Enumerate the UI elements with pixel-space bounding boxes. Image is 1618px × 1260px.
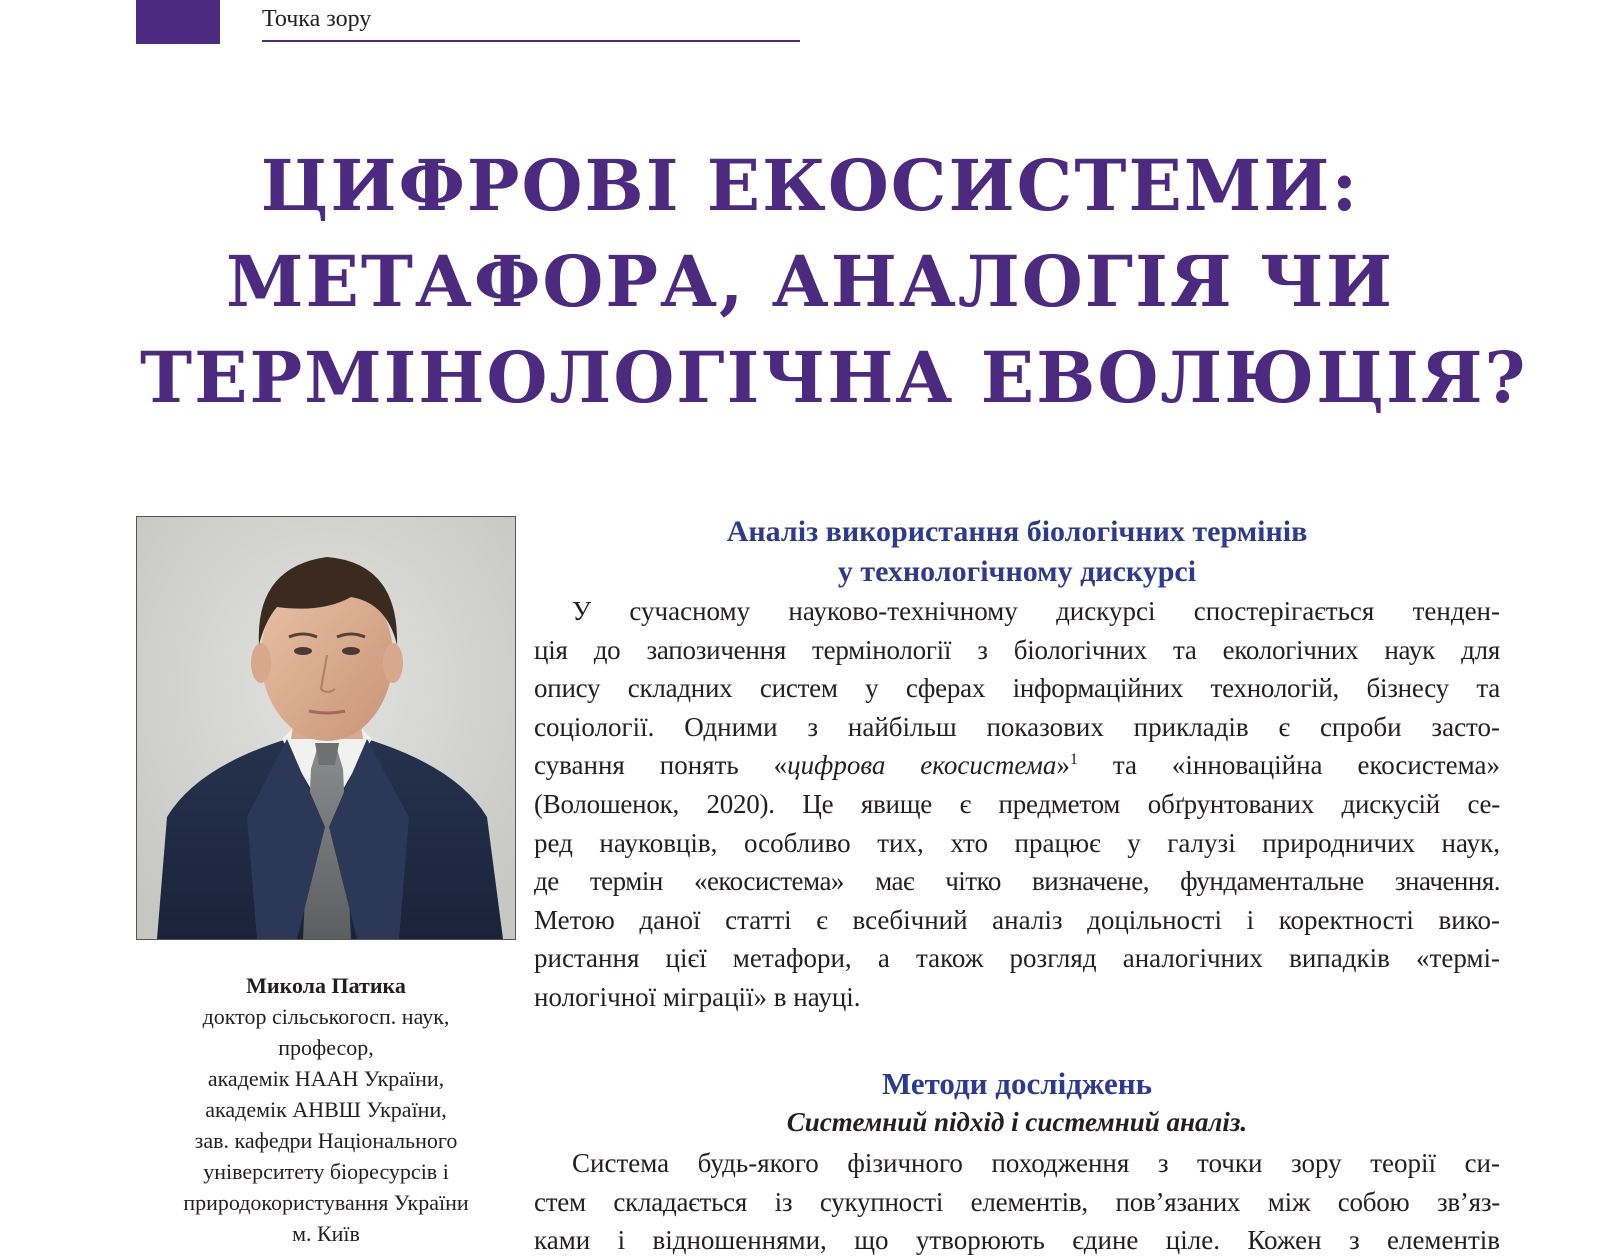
paragraph-line: (Волошенок, 2020). Це явище є предметом обґрунтованих дискусій се- [534, 788, 1500, 819]
section-heading [534, 512, 1500, 592]
methods-subheading: Системний підхід і системний аналіз. [786, 1107, 1248, 1137]
paragraph-line: Метою даної статті є всебічний аналіз доцільності і коректності вико- [534, 904, 1500, 935]
title-line: МЕТАФОРА, АНАЛОГІЯ ЧИ [226, 240, 1394, 323]
footnote-ref[interactable]: 1 [1069, 751, 1078, 769]
paragraph-line: соціології. Одними з найбільш показових прикладів є спроби засто- [534, 711, 1500, 742]
italic-term: цифрова екосистема [787, 750, 1057, 781]
author-detail: доктор сільськогосп. наук, [202, 1004, 450, 1029]
article-column [534, 512, 1500, 1017]
title-line: ТЕРМІНОЛОГІЧНА ЕВОЛЮЦІЯ? [140, 336, 1528, 419]
text-run: » [1056, 750, 1070, 781]
portrait-photo-icon [137, 517, 515, 939]
section-color-block [136, 0, 220, 44]
author-detail: академік НААН України, [207, 1066, 445, 1091]
paragraph-line: У сучасному науково-технічному дискурсі спостерігається тенден- [572, 596, 1500, 626]
title-line: ЦИФРОВІ ЕКОСИСТЕМИ: [260, 144, 1360, 227]
author-detail: природокористування України [183, 1190, 469, 1215]
section-heading-line: у технологічному дискурсі [837, 555, 1197, 588]
methods-column [534, 1144, 1500, 1260]
paragraph-line: ристання цієї метафори, а також розгляд аналогічних випадків «термі- [534, 943, 1500, 974]
paragraph-line [534, 746, 1500, 785]
paragraph-line: де термін «екосистема» має чітко визначене, фундаментальне значення. [534, 866, 1500, 897]
paragraph-line: стем складається із сукупності елементів, пов’язаних між собою зв’яз- [534, 1186, 1500, 1217]
paragraph-line: ред науковців, особливо тих, хто працює у галузі природничих наук, [534, 827, 1500, 858]
paragraph-line: ками і відношеннями, що утворюють єдине ціле. Кожен з елементів [534, 1225, 1500, 1256]
author-detail: зав. кафедри Національного [194, 1128, 458, 1153]
paragraph-line: Система будь-якого фізичного походження з точки зору теорії си- [572, 1148, 1500, 1178]
author-detail: університету біоресурсів і [203, 1159, 449, 1184]
article-title [140, 138, 1528, 426]
author-caption [136, 970, 516, 1249]
author-detail: м. Київ [292, 1221, 360, 1246]
paragraph-line: ція до запозичення термінології з біологічних та екологічних наук для [534, 634, 1500, 665]
text-run: сування понять « [534, 750, 788, 781]
section-heading-line: Аналіз використання біологічних термінів [726, 515, 1308, 548]
section-rule-divider [262, 40, 800, 42]
author-name: Микола Патика [246, 973, 406, 998]
author-detail: професор, [278, 1035, 374, 1060]
methods-paragraph [534, 1144, 1500, 1260]
author-photo [136, 516, 516, 940]
intro-paragraph [534, 592, 1500, 1017]
paragraph-line: нологічної міграції» в науці. [534, 981, 861, 1012]
paragraph-line: опису складних систем у сферах інформаційних технологій, бізнесу та [534, 673, 1500, 704]
author-detail: академік АНВШ України, [205, 1097, 447, 1122]
section-label: Точка зору [262, 6, 372, 32]
methods-heading: Методи досліджень [881, 1066, 1153, 1101]
text-run: та «інноваційна екосистема» [1077, 750, 1500, 781]
